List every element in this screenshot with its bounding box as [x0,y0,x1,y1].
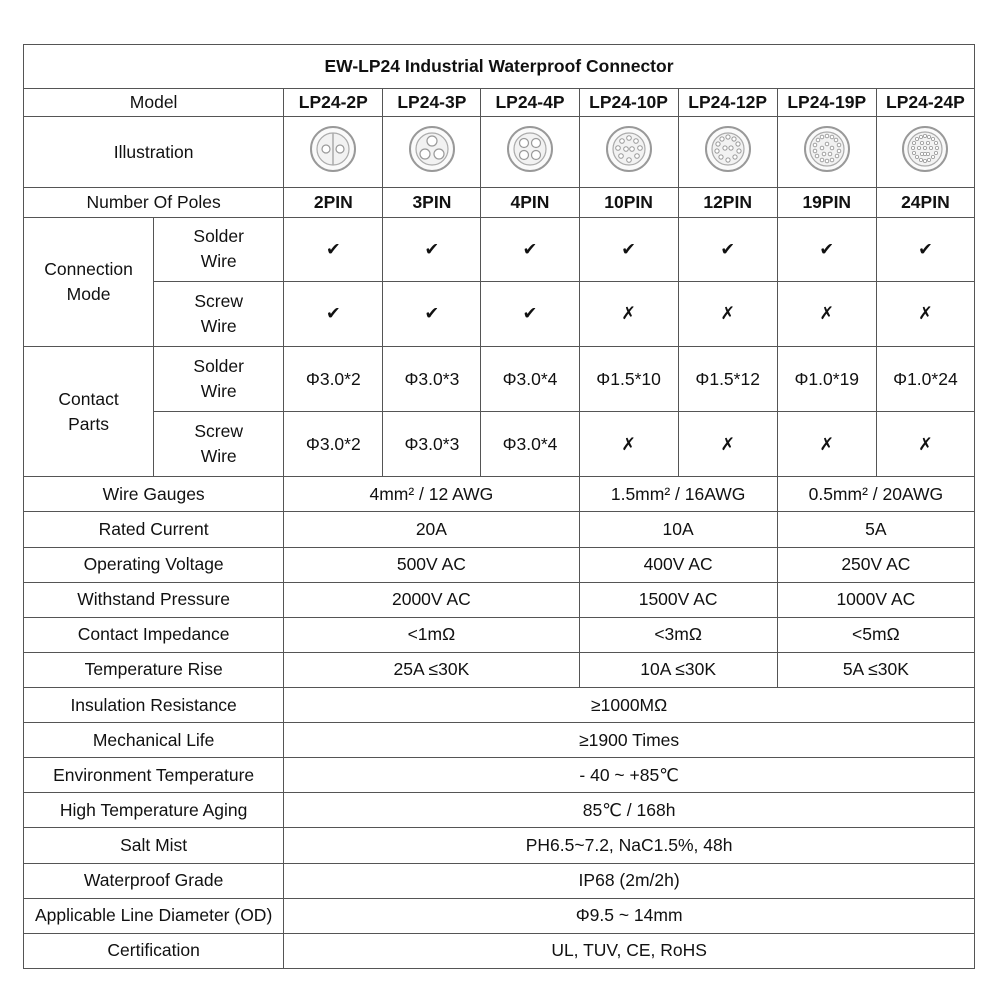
check-icon: ✔ [777,217,876,281]
label-line: Wire [200,381,237,402]
spec-value: ≥1900 Times [284,723,975,758]
illustration-cell [284,117,383,188]
model-cell: LP24-3P [383,89,481,117]
connection-mode-label [24,217,154,346]
illustration-cell [481,117,579,188]
row-label: Illustration [24,117,284,188]
illustration-cell [383,117,481,188]
spec-value: PH6.5~7.2, NaC1.5%, 48h [284,828,975,863]
row-label: Withstand Pressure [24,582,284,617]
spec-value: - 40 ~ +85℃ [284,758,975,793]
row-label: Temperature Rise [24,652,284,687]
label-line: Solder [193,356,244,377]
spec-row [24,863,975,898]
spec-table [23,44,975,969]
spec-value: 5A ≤30K [777,652,974,687]
model-cell: LP24-2P [284,89,383,117]
connector-12pin-icon [702,123,754,175]
spec-row [24,512,975,547]
spec-value: 500V AC [284,547,579,582]
row-label: Contact Impedance [24,617,284,652]
row-label: Number Of Poles [24,188,284,217]
connection-solder-row [24,217,975,281]
contact-screw-row [24,412,975,477]
spec-value: UL, TUV, CE, RoHS [284,933,975,968]
spec-value: 1.5mm² / 16AWG [579,477,777,512]
spec-row [24,723,975,758]
contact-cell: Φ3.0*4 [481,412,579,477]
spec-row [24,477,975,512]
spec-value: 0.5mm² / 20AWG [777,477,974,512]
row-label: Salt Mist [24,828,284,863]
spec-value: IP68 (2m/2h) [284,863,975,898]
illustration-cell [777,117,876,188]
solder-wire-label [154,217,284,281]
spec-row [24,933,975,968]
illustration-cell [876,117,974,188]
spec-value: 85℃ / 168h [284,793,975,828]
cross-icon: ✗ [579,281,678,346]
model-cell: LP24-24P [876,89,974,117]
connector-24pin-icon [899,123,951,175]
spec-value: Φ9.5 ~ 14mm [284,898,975,933]
poles-row [24,188,975,217]
row-label: Mechanical Life [24,723,284,758]
poles-cell: 2PIN [284,188,383,217]
model-cell: LP24-10P [579,89,678,117]
illustration-cell [579,117,678,188]
spec-row [24,547,975,582]
screw-wire-label [154,281,284,346]
cross-icon: ✗ [876,412,974,477]
spec-row [24,652,975,687]
check-icon: ✔ [876,217,974,281]
illustration-cell [678,117,777,188]
label-line: Contact [58,388,119,409]
spec-value: 10A ≤30K [579,652,777,687]
row-label: Model [24,89,284,117]
spec-value: 25A ≤30K [284,652,579,687]
contact-cell: Φ3.0*2 [284,346,383,411]
connector-19pin-icon [801,123,853,175]
row-label: Environment Temperature [24,758,284,793]
row-label: High Temperature Aging [24,793,284,828]
spec-value: <3mΩ [579,617,777,652]
label-line: Mode [66,283,111,304]
label-line: Wire [200,446,237,467]
spec-value: 2000V AC [284,582,579,617]
spec-row [24,758,975,793]
check-icon: ✔ [481,281,579,346]
poles-cell: 19PIN [777,188,876,217]
spec-value: 400V AC [579,547,777,582]
table-title: EW-LP24 Industrial Waterproof Connector [24,45,975,89]
cross-icon: ✗ [876,281,974,346]
contact-parts-label [24,346,154,476]
contact-cell: Φ1.0*24 [876,346,974,411]
cross-icon: ✗ [777,281,876,346]
row-label: Operating Voltage [24,547,284,582]
cross-icon: ✗ [579,412,678,477]
contact-cell: Φ1.0*19 [777,346,876,411]
label-line: Wire [200,315,237,336]
cross-icon: ✗ [777,412,876,477]
spec-row [24,898,975,933]
check-icon: ✔ [284,217,383,281]
connector-4pin-icon [504,123,556,175]
spec-value: ≥1000MΩ [284,688,975,723]
poles-cell: 12PIN [678,188,777,217]
label-line: Solder [193,226,244,247]
label-line: Wire [200,251,237,272]
spec-value: <5mΩ [777,617,974,652]
model-row [24,89,975,117]
spec-value: 4mm² / 12 AWG [284,477,579,512]
contact-cell: Φ3.0*3 [383,346,481,411]
row-label: Applicable Line Diameter (OD) [24,898,284,933]
solder-wire-label [154,346,284,411]
row-label: Insulation Resistance [24,688,284,723]
contact-cell: Φ3.0*3 [383,412,481,477]
model-cell: LP24-4P [481,89,579,117]
check-icon: ✔ [383,281,481,346]
check-icon: ✔ [481,217,579,281]
label-line: Parts [68,413,109,434]
cross-icon: ✗ [678,281,777,346]
spec-row [24,688,975,723]
contact-cell: Φ1.5*12 [678,346,777,411]
connector-3pin-icon [406,123,458,175]
spec-value: 250V AC [777,547,974,582]
contact-cell: Φ3.0*4 [481,346,579,411]
spec-row [24,793,975,828]
connector-10pin-icon [603,123,655,175]
spec-value: 5A [777,512,974,547]
cross-icon: ✗ [678,412,777,477]
spec-value: 20A [284,512,579,547]
screw-wire-label [154,412,284,477]
row-label: Wire Gauges [24,477,284,512]
contact-cell: Φ1.5*10 [579,346,678,411]
illustration-row [24,117,975,188]
connection-screw-row [24,281,975,346]
contact-solder-row [24,346,975,411]
row-label: Rated Current [24,512,284,547]
check-icon: ✔ [579,217,678,281]
label-line: Screw [194,290,243,311]
spec-row [24,617,975,652]
row-label: Certification [24,933,284,968]
model-cell: LP24-19P [777,89,876,117]
check-icon: ✔ [284,281,383,346]
spec-row [24,582,975,617]
spec-row [24,828,975,863]
label-line: Screw [194,421,243,442]
poles-cell: 10PIN [579,188,678,217]
connector-2pin-icon [307,123,359,175]
poles-cell: 3PIN [383,188,481,217]
spec-value: <1mΩ [284,617,579,652]
poles-cell: 24PIN [876,188,974,217]
spec-value: 1000V AC [777,582,974,617]
label-line: Connection [44,258,133,279]
contact-cell: Φ3.0*2 [284,412,383,477]
spec-value: 1500V AC [579,582,777,617]
check-icon: ✔ [678,217,777,281]
row-label: Waterproof Grade [24,863,284,898]
check-icon: ✔ [383,217,481,281]
model-cell: LP24-12P [678,89,777,117]
spec-value: 10A [579,512,777,547]
poles-cell: 4PIN [481,188,579,217]
